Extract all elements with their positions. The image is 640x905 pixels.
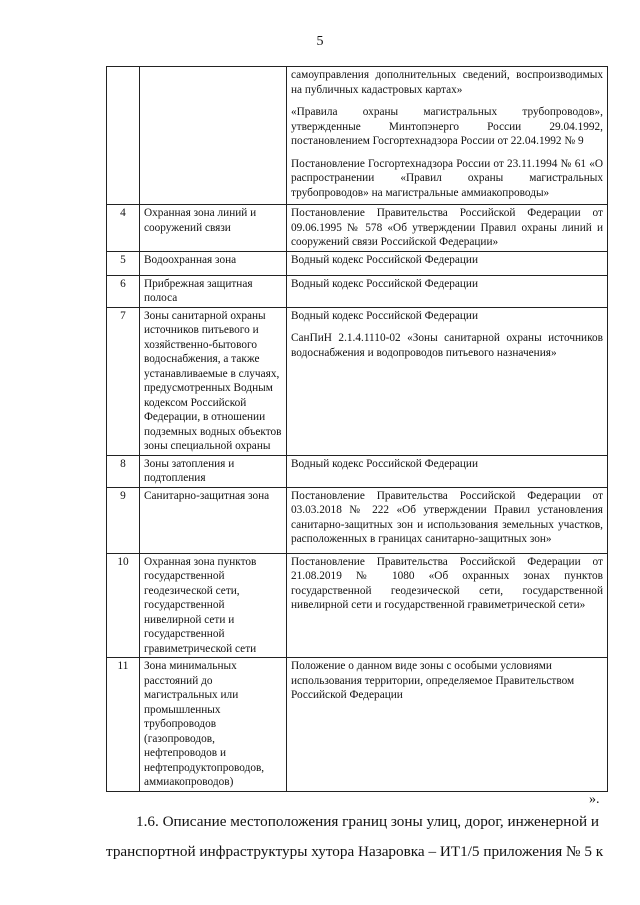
table-row [107,553,608,658]
regulation-text: Постановление Правительства Российской Федерации от 03.03.2018 № 222 «Об утверждении Правил установления санитарно-защитных зон и использования земельных участков, расположенных в границах санитарно-защитных зон» [291,489,603,545]
regulation-text: самоуправления дополнительных сведений, воспроизводимых на публичных кадастровых картах» [291,69,603,96]
table-row [107,307,608,455]
regulation-cell [287,251,608,275]
section-paragraph-line: транспортной инфраструктуры хутора Назаровка – ИТ1/5 приложения № 5 к [106,843,604,860]
row-number: 7 [107,307,140,455]
row-number [107,67,140,205]
row-number: 5 [107,251,140,275]
regulation-cell [287,455,608,487]
row-number: 9 [107,487,140,553]
regulation-text: Водный кодекс Российской Федерации [291,457,479,470]
zone-name: Охранная зона пунктов государственной геодезической сети, государственной нивелирной сети и государственной гравиметрической сети [140,553,287,658]
table-row [107,487,608,553]
regulation-text: Положение о данном виде зоны с особыми условиями использования территории, определяемое Правительством Российской Федерации [291,660,575,701]
regulation-text: СанПиН 2.1.4.1110-02 «Зоны санитарной охраны источников водоснабжения и водопроводов питьевого назначения» [291,332,603,359]
regulation-text: Постановление Правительства Российской Федерации от 21.08.2019 № 1080 «Об охранных зонах пунктов государственной геодезической сети, государственной нивелирной сети и государственной гравиметрической сети» [291,555,603,611]
regulation-cell [287,307,608,455]
regulation-text: Постановление Госгортехнадзора России от 23.11.1994 № 61 «О распространении «Правил охраны магистральных трубопроводов» на магистральные аммиакопроводы» [291,157,603,199]
regulation-cell [287,67,608,205]
table-row [107,67,608,205]
zone-name: Зоны затопления и подтопления [140,455,287,487]
table-row [107,251,608,275]
closing-quote: ». [589,792,600,807]
table-row [107,275,608,307]
regulation-cell [287,205,608,252]
row-number: 4 [107,205,140,252]
regulation-cell [287,275,608,307]
regulation-text: «Правила охраны магистральных трубопроводов», утвержденные Минтопэнерго России 29.04.1992, постановлением Госгортехнадзора России от 22.04.1992 № 9 [291,106,603,147]
table-row [107,658,608,792]
regulation-cell [287,553,608,658]
regulation-cell [287,487,608,553]
zone-name: Зона минимальных расстояний до магистральных или промышленных трубопроводов (газопроводов, нефтепроводов и нефтепродуктопроводов, аммиакопроводов) [140,658,287,792]
zone-name: Зоны санитарной охраны источников питьевого и хозяйственно-бытового водоснабжения, а также устанавливаемые в случаях, предусмотренных Водным кодексом Российской Федерации, в отношении подземных водных объектов зоны специальной охраны [140,307,287,455]
page-number: 5 [316,34,324,49]
regulation-text: Водный кодекс Российской Федерации [291,253,479,266]
table-row [107,205,608,252]
row-number: 11 [107,658,140,792]
zone-name: Санитарно-защитная зона [140,487,287,553]
section-paragraph-line: 1.6. Описание местоположения границ зоны улиц, дорог, инженерной и [136,813,600,830]
row-number: 8 [107,455,140,487]
zone-name: Водоохранная зона [140,251,287,275]
zone-name: Охранная зона линий и сооружений связи [140,205,287,252]
regulation-text: Водный кодекс Российской Федерации [291,309,479,322]
row-number: 10 [107,553,140,658]
regulation-text: Водный кодекс Российской Федерации [291,277,479,290]
zone-name: Прибрежная защитная полоса [140,275,287,307]
zone-name [140,67,287,205]
table-row [107,455,608,487]
row-number: 6 [107,275,140,307]
zones-table [106,66,608,792]
regulation-cell [287,658,608,792]
regulation-text: Постановление Правительства Российской Федерации от 09.06.1995 № 578 «Об утверждении Правил охраны линий и сооружений связи Российской Федерации» [291,207,603,248]
